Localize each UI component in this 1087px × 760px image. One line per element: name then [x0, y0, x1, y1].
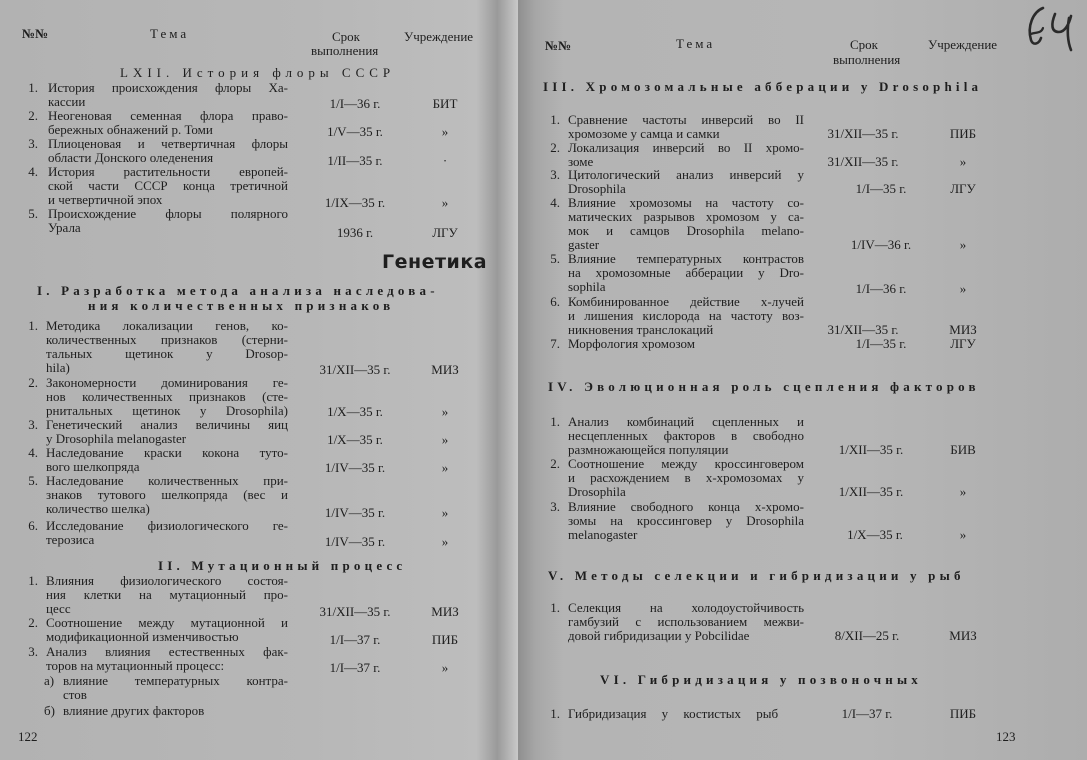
sub-item-label: б) [44, 703, 55, 718]
item-text-line: Влияние температурных контрастов [568, 251, 804, 266]
item-text-line: ния клетки на мутационный про- [46, 587, 288, 602]
item-institution: ПИБ [949, 126, 977, 141]
item-text-line: Цитологический анализ инверсий у [568, 167, 804, 182]
item-text-line: Исследование физиологического ге- [46, 518, 288, 533]
item-text-line: никновения транслокаций [568, 322, 714, 337]
item-text-line: на хромозомные абберации у Dro- [568, 265, 804, 280]
header-topic: Тема [150, 26, 190, 41]
right-page [518, 0, 1087, 760]
item-text-line: размножающейся популяции [568, 442, 729, 457]
item-text-line: Анализ комбинаций сцепленных и [568, 414, 804, 429]
item-text-line: у Drosophila melanogaster [46, 431, 187, 446]
item-number: 4. [28, 164, 38, 179]
item-institution: » [959, 484, 967, 499]
item-text-line: терозиса [46, 532, 95, 547]
item-number: 5. [28, 473, 38, 488]
item-institution: ЛГУ [950, 336, 976, 351]
item-date: 1/X—35 г. [327, 432, 383, 447]
item-text-line: История происхождения флоры Ха- [48, 80, 288, 95]
item-number: 3. [28, 644, 38, 659]
item-date: 1/IV—36 г. [850, 237, 912, 252]
item-date: 1/I—35 г. [855, 181, 907, 196]
item-text-line: ской части СССР конца третичной [48, 178, 288, 193]
item-text-line: Урала [48, 220, 81, 235]
item-institution: » [441, 124, 449, 139]
item-text-line: зоме [568, 154, 594, 169]
item-institution: БИТ [432, 96, 458, 111]
item-text-line: melanogaster [568, 527, 638, 542]
item-number: 3. [550, 499, 560, 514]
page-number: 123 [996, 729, 1016, 744]
item-text-line: Влияние свободного конца х-хромо- [568, 499, 804, 514]
item-number: 6. [28, 518, 38, 533]
item-institution: · [442, 153, 448, 168]
item-date: 1/XII—35 г. [838, 442, 904, 457]
item-number: 1. [550, 706, 560, 721]
item-institution: » [441, 404, 449, 419]
section-i-title-line-2: ния количественных признаков [88, 298, 395, 313]
item-date: 31/XII—35 г. [827, 154, 899, 169]
left-page [0, 0, 518, 760]
header-institution: Учреждение [928, 37, 998, 52]
item-text-line: рнитальных щетинок у Drosophila) [46, 403, 288, 418]
header-term-1: Срок [850, 37, 878, 52]
item-text-line: количественных признаков (стерни- [46, 332, 288, 347]
item-number: 2. [28, 375, 38, 390]
item-number: 2. [550, 456, 560, 471]
division-title: Генетика [382, 251, 488, 273]
item-institution: » [441, 534, 449, 549]
item-number: 3. [28, 136, 38, 151]
item-text-line: Влияния физиологического состоя- [46, 573, 288, 588]
item-institution: БИВ [950, 442, 976, 457]
item-text-line: гамбузий с использованием межви- [568, 614, 804, 629]
item-date: 1/X—35 г. [327, 404, 383, 419]
item-institution: ЛГУ [950, 181, 976, 196]
item-institution: » [959, 237, 967, 252]
item-date: 1/IV—35 г. [324, 534, 386, 549]
item-date: 8/XII—25 г. [834, 628, 900, 643]
item-date: 31/XII—35 г. [827, 322, 899, 337]
item-text-line: Плиоценовая и четвертичная флоры [48, 136, 288, 151]
section-v-title: V. Методы селекции и гибридизации у рыб [548, 568, 965, 583]
item-text-line: Влияние хромозомы на частоту со- [568, 195, 804, 210]
item-number: 1. [550, 414, 560, 429]
item-text-line: Закономерности доминирования ге- [46, 375, 288, 390]
item-text-line: hila) [46, 360, 70, 375]
section-vi-title: VI. Гибридизация у позвоночных [600, 672, 923, 687]
item-institution: МИЗ [431, 362, 459, 377]
item-number: 1. [28, 318, 38, 333]
item-date: 1/I—36 г. [855, 281, 907, 296]
item-text-line: Наследование краски кокона туто- [46, 445, 288, 460]
header-term-2: выполнения [833, 52, 901, 67]
item-date: 1/IV—35 г. [324, 460, 386, 475]
item-text-line: Методика локализации генов, ко- [46, 318, 288, 333]
item-number: 7. [550, 336, 560, 351]
item-number: 2. [28, 108, 38, 123]
item-text-line: и лишения кислорода на частоту воз- [568, 308, 804, 323]
item-number: 1. [550, 600, 560, 615]
item-date: 1/I—37 г. [329, 632, 381, 647]
item-institution: » [959, 154, 967, 169]
handwritten-page-mark [1021, 4, 1081, 52]
item-number: 6. [550, 294, 560, 309]
header-topic: Тема [676, 36, 716, 51]
item-number: 1. [550, 112, 560, 127]
item-text-line: модификационной изменчивостью [46, 629, 239, 644]
item-date: 1/II—35 г. [327, 153, 383, 168]
item-text-line: sophila [568, 279, 606, 294]
header-term-2: выполнения [311, 43, 379, 58]
item-number: 4. [28, 445, 38, 460]
item-text-line: несцепленных факторов в свободно [568, 428, 804, 443]
item-text-line: довой гибридизации у Pobcilidae [568, 628, 750, 643]
item-institution: » [441, 432, 449, 447]
item-date: 1/I—37 г. [841, 706, 893, 721]
item-institution: ПИБ [431, 632, 459, 647]
item-text-line: Drosophila [568, 484, 626, 499]
item-text-line: Генетический анализ величины яиц [46, 417, 288, 432]
item-text-line: История растительности европей- [48, 164, 288, 179]
item-text-line: торов на мутационный процесс: [46, 658, 225, 673]
item-date: 1936 г. [336, 225, 374, 240]
item-institution: » [959, 281, 967, 296]
item-date: 1/X—35 г. [847, 527, 903, 542]
item-text-line: нов количественных признаков (сте- [46, 389, 288, 404]
section-i-title-line-1: I. Разработка метода анализа наследова- [37, 283, 439, 298]
item-text-line: Анализ влияния естественных фак- [46, 644, 288, 659]
item-institution: » [441, 460, 449, 475]
item-text-line: области Донского оледенения [48, 150, 214, 165]
item-number: 2. [28, 615, 38, 630]
item-text-line: и четвертичной эпох [48, 192, 163, 207]
item-text-line: тальных щетинок у Drosop- [46, 346, 288, 361]
item-text-line: Неогеновая семенная флора право- [48, 108, 288, 123]
item-text-line: вого шелкопряда [46, 459, 140, 474]
item-date: 1/XII—35 г. [838, 484, 904, 499]
item-text-line: Локализация инверсий во II хромо- [568, 140, 804, 155]
item-text-line: Соотношение между кроссинговером [568, 456, 804, 471]
item-date: 1/IV—35 г. [324, 505, 386, 520]
item-date: 1/I—36 г. [329, 96, 381, 111]
item-text-line: Селекция на холодоустойчивость [568, 600, 804, 615]
header-num: №№ [22, 26, 49, 41]
sub-item-text-line: стов [63, 687, 87, 702]
item-text-line: цесс [46, 601, 71, 616]
item-institution: ЛГУ [432, 225, 458, 240]
item-number: 1. [28, 573, 38, 588]
item-institution: » [441, 505, 449, 520]
item-date: 1/V—35 г. [327, 124, 383, 139]
item-institution: » [959, 527, 967, 542]
sub-item-label: а) [44, 673, 55, 688]
item-text-line: Наследование количественных при- [46, 473, 288, 488]
item-text-line: gaster [568, 237, 600, 252]
sub-item-text-line: влияние других факторов [63, 703, 205, 718]
section-lxii-title: LXII. История флоры СССР [120, 65, 396, 80]
item-number: 1. [28, 80, 38, 95]
item-text-line: Drosophila [568, 181, 626, 196]
item-date: 1/I—37 г. [329, 660, 381, 675]
item-text-line: зомы на кроссинговер у Drosophila [568, 513, 804, 528]
item-number: 2. [550, 140, 560, 155]
section-iv-title: IV. Эволюционная роль сцепления факторов [548, 379, 980, 394]
item-institution: » [441, 195, 449, 210]
item-text-line: бережных обнажений р. Томи [48, 122, 213, 137]
item-text-line: Происхождение флоры полярного [48, 206, 288, 221]
item-date: 31/XII—35 г. [319, 362, 391, 377]
item-date: 1/IX—35 г. [324, 195, 386, 210]
sub-item-text-line: влияние температурных контра- [63, 673, 288, 688]
item-text-line: знаков тутового шелкопряда (вес и [46, 487, 288, 502]
header-num: №№ [545, 38, 572, 53]
item-institution: МИЗ [431, 604, 459, 619]
item-text-line: матических разрывов хромозом у са- [568, 209, 804, 224]
item-number: 4. [550, 195, 560, 210]
item-institution: МИЗ [949, 628, 977, 643]
item-date: 1/I—35 г. [855, 336, 907, 351]
item-text-line: и расхождением в х-хромозомах у [568, 470, 804, 485]
header-institution: Учреждение [404, 29, 474, 44]
item-text-line: Сравнение частоты инверсий во II [568, 112, 804, 127]
item-number: 5. [28, 206, 38, 221]
item-institution: » [441, 660, 449, 675]
item-text-line: количество шелка) [46, 501, 150, 516]
item-text-line: Соотношение между мутационной и [46, 615, 288, 630]
item-institution: МИЗ [949, 322, 977, 337]
item-institution: ПИБ [949, 706, 977, 721]
item-text-line: кассии [48, 94, 86, 109]
item-date: 31/XII—35 г. [319, 604, 391, 619]
item-date: 31/XII—35 г. [827, 126, 899, 141]
item-number: 3. [550, 167, 560, 182]
header-term-1: Срок [332, 29, 360, 44]
item-text-line: хромозоме у самца и самки [568, 126, 720, 141]
item-text-line: Морфология хромозом [568, 336, 696, 351]
section-iii-title: III. Хромозомальные абберации у Drosophila [543, 79, 983, 94]
item-text-line: Гибридизация у костистых рыб [568, 706, 779, 721]
item-text-line: Комбинированное действие х-лучей [568, 294, 804, 309]
item-number: 3. [28, 417, 38, 432]
page-number: 122 [18, 729, 38, 744]
item-text-line: мок и самцов Drosophila melano- [568, 223, 804, 238]
section-ii-title: II. Мутационный процесс [158, 558, 407, 573]
item-number: 5. [550, 251, 560, 266]
